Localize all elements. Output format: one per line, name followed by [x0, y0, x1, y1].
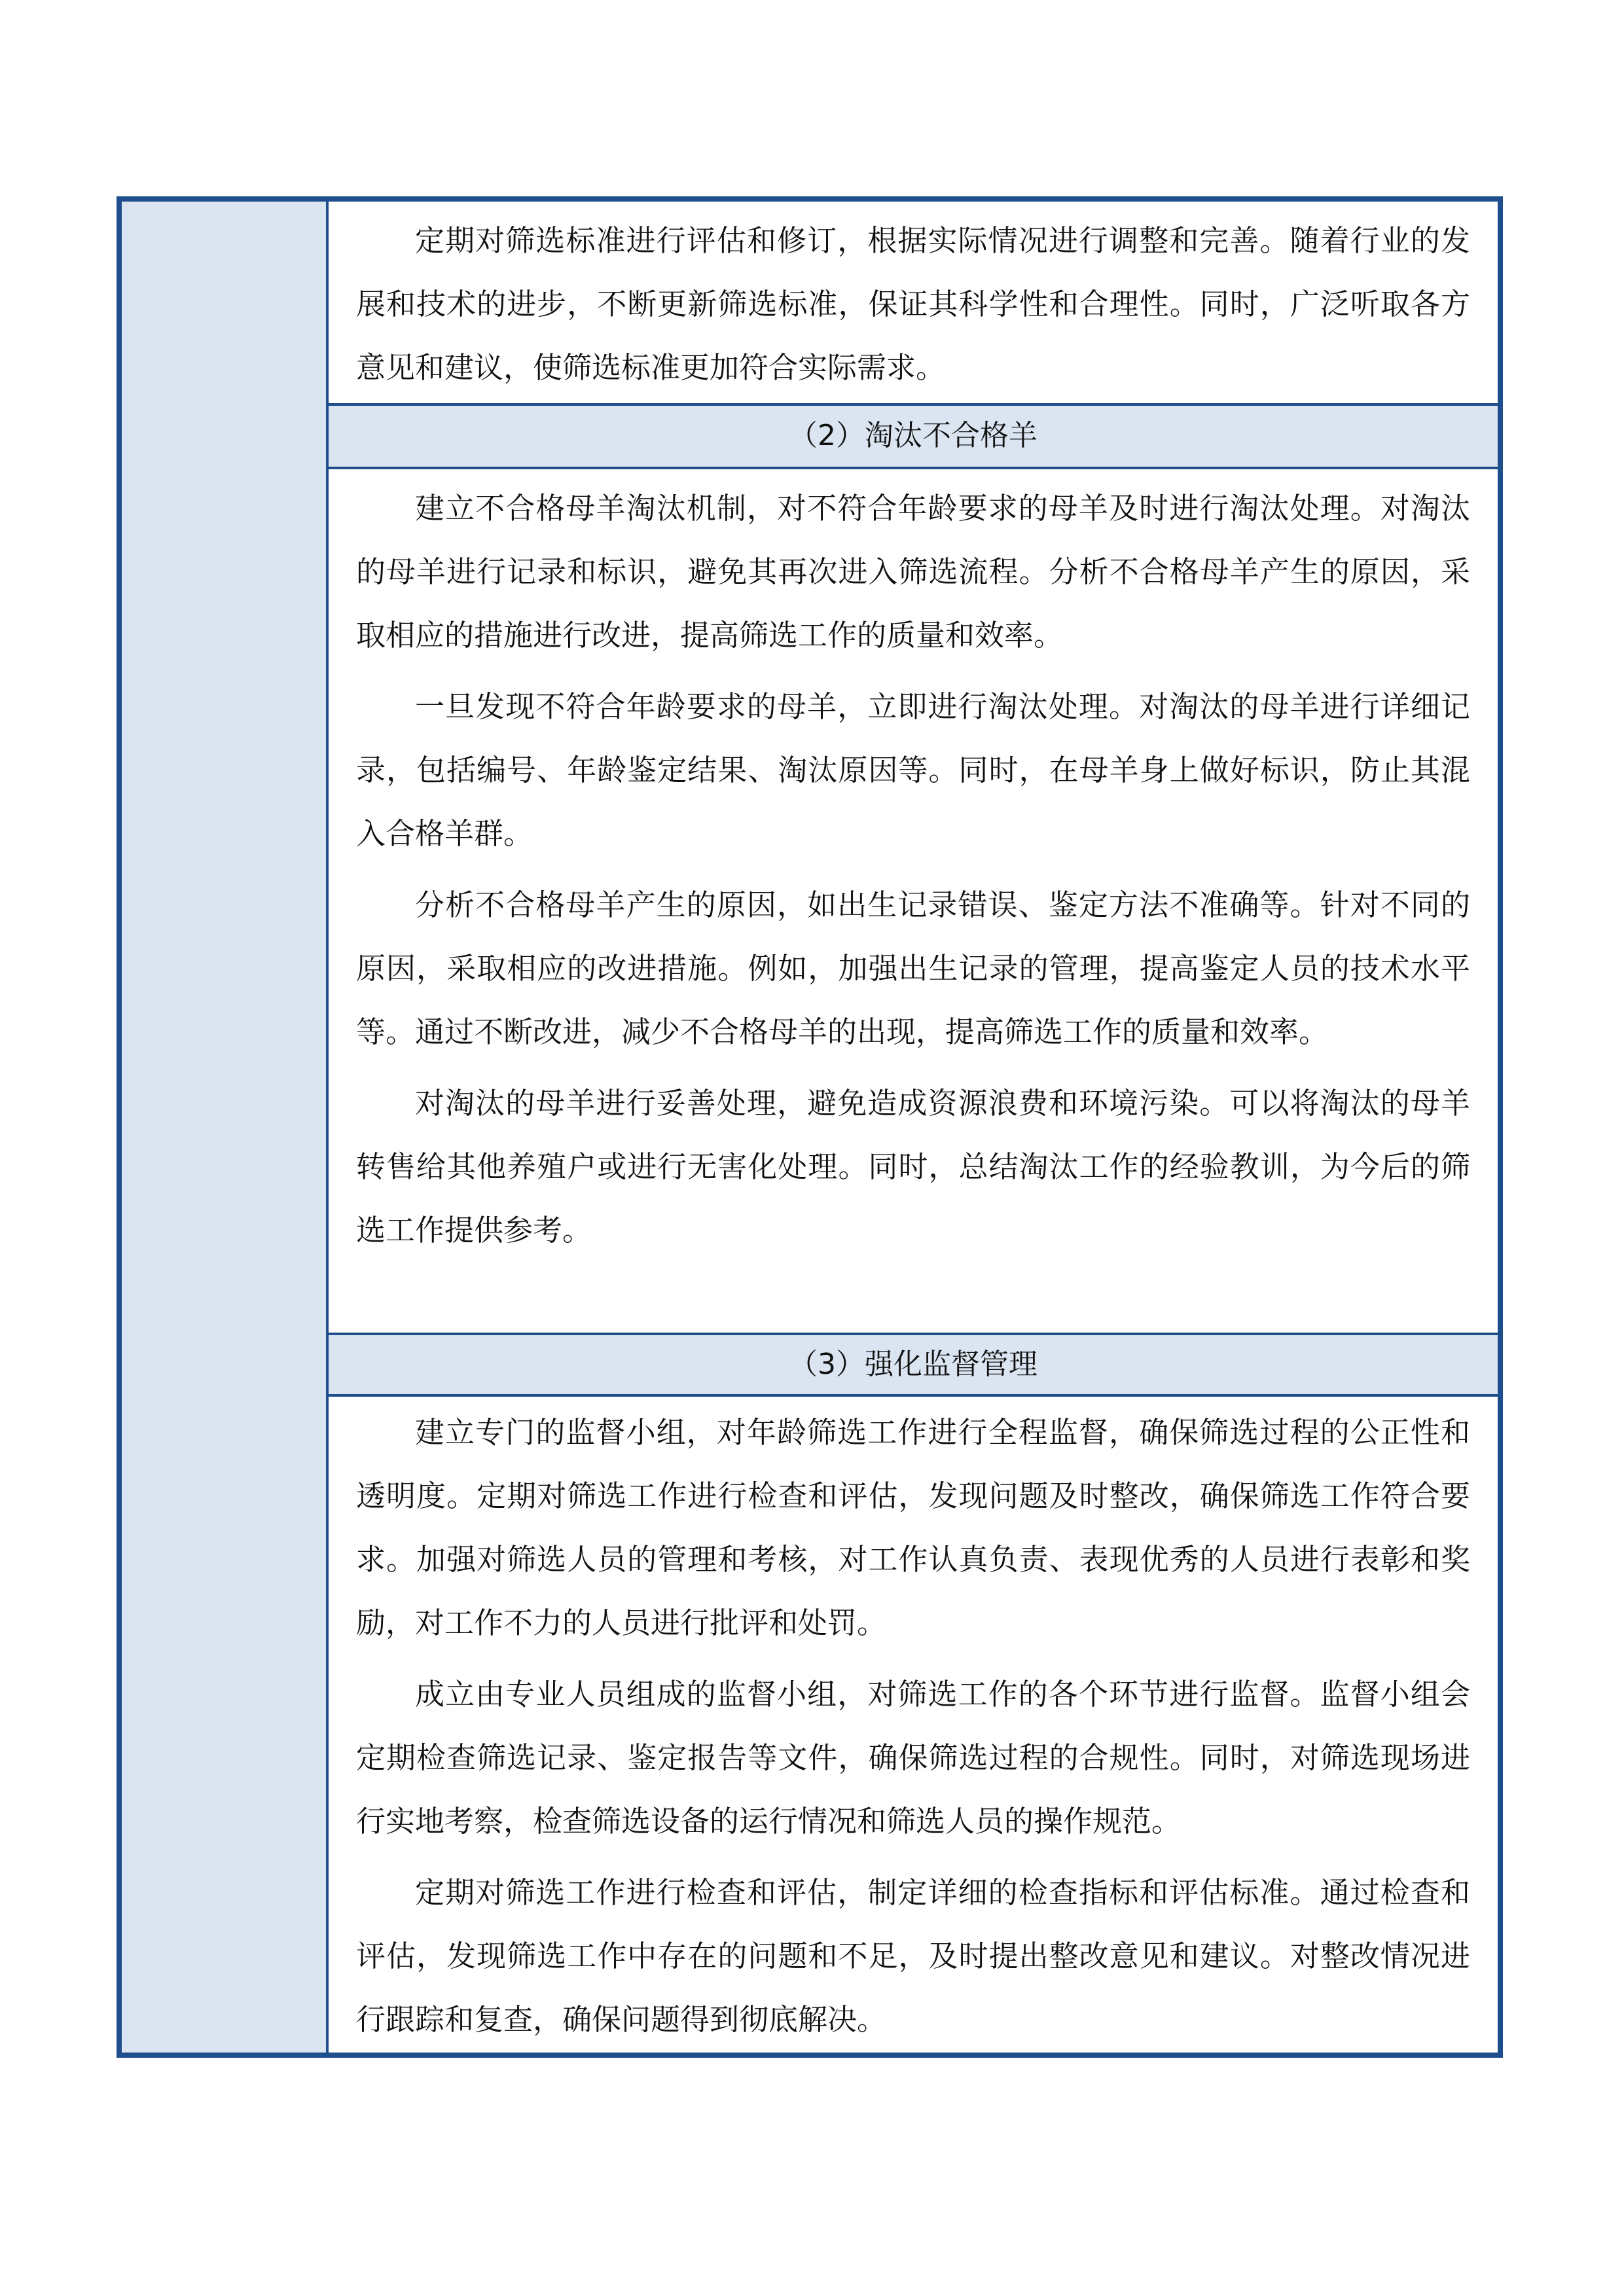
paragraph: 分析不合格母羊产生的原因，如出生记录错误、鉴定方法不准确等。针对不同的原因，采取相应的改进措施。例如，加强出生记录的管理，提高鉴定人员的技术水平等。通过不断改进，减少不合格母羊的出现，提高筛选工作的质量和效率。 — [356, 888, 1470, 1049]
paragraph: 成立由专业人员组成的监督小组，对筛选工作的各个环节进行监督。监督小组会定期检查筛选记录、鉴定报告等文件，确保筛选过程的合规性。同时，对筛选现场进行实地考察，检查筛选设备的运行情况和筛选人员的操作规范。 — [356, 1677, 1470, 1839]
section2-body — [329, 469, 1498, 1333]
left-label-column — [122, 202, 329, 2053]
paragraph: 建立专门的监督小组，对年龄筛选工作进行全程监督，确保筛选过程的公正性和透明度。定期对筛选工作进行检查和评估，发现问题及时整改，确保筛选工作符合要求。加强对筛选人员的管理和考核，对工作认真负责、表现优秀的人员进行表彰和奖励，对工作不力的人员进行批评和处罚。 — [356, 1415, 1470, 1640]
paragraph: 一旦发现不符合年龄要求的母羊，立即进行淘汰处理。对淘汰的母羊进行详细记录，包括编号、年龄鉴定结果、淘汰原因等。同时，在母羊身上做好标识，防止其混入合格羊群。 — [356, 689, 1470, 851]
paragraph: 对淘汰的母羊进行妥善处理，避免造成资源浪费和环境污染。可以将淘汰的母羊转售给其他养殖户或进行无害化处理。同时，总结淘汰工作的经验教训，为今后的筛选工作提供参考。 — [356, 1086, 1470, 1247]
paragraph: 定期对筛选标准进行评估和修订，根据实际情况进行调整和完善。随着行业的发展和技术的进步，不断更新筛选标准，保证其科学性和合理性。同时，广泛听取各方意见和建议，使筛选标准更加符合实际需求。 — [356, 223, 1470, 385]
section2-heading: （2）淘汰不合格羊 — [329, 403, 1498, 469]
right-content-column — [329, 202, 1498, 2053]
content-table — [117, 196, 1503, 2058]
section3-heading: （3）强化监督管理 — [329, 1333, 1498, 1397]
section3-body — [329, 1397, 1498, 2053]
paragraph: 定期对筛选工作进行检查和评估，制定详细的检查指标和评估标准。通过检查和评估，发现筛选工作中存在的问题和不足，及时提出整改意见和建议。对整改情况进行跟踪和复查，确保问题得到彻底解决。 — [356, 1875, 1470, 2037]
section1-body — [329, 202, 1498, 403]
paragraph: 建立不合格母羊淘汰机制，对不符合年龄要求的母羊及时进行淘汰处理。对淘汰的母羊进行记录和标识，避免其再次进入筛选流程。分析不合格母羊产生的原因，采取相应的措施进行改进，提高筛选工作的质量和效率。 — [356, 491, 1470, 653]
